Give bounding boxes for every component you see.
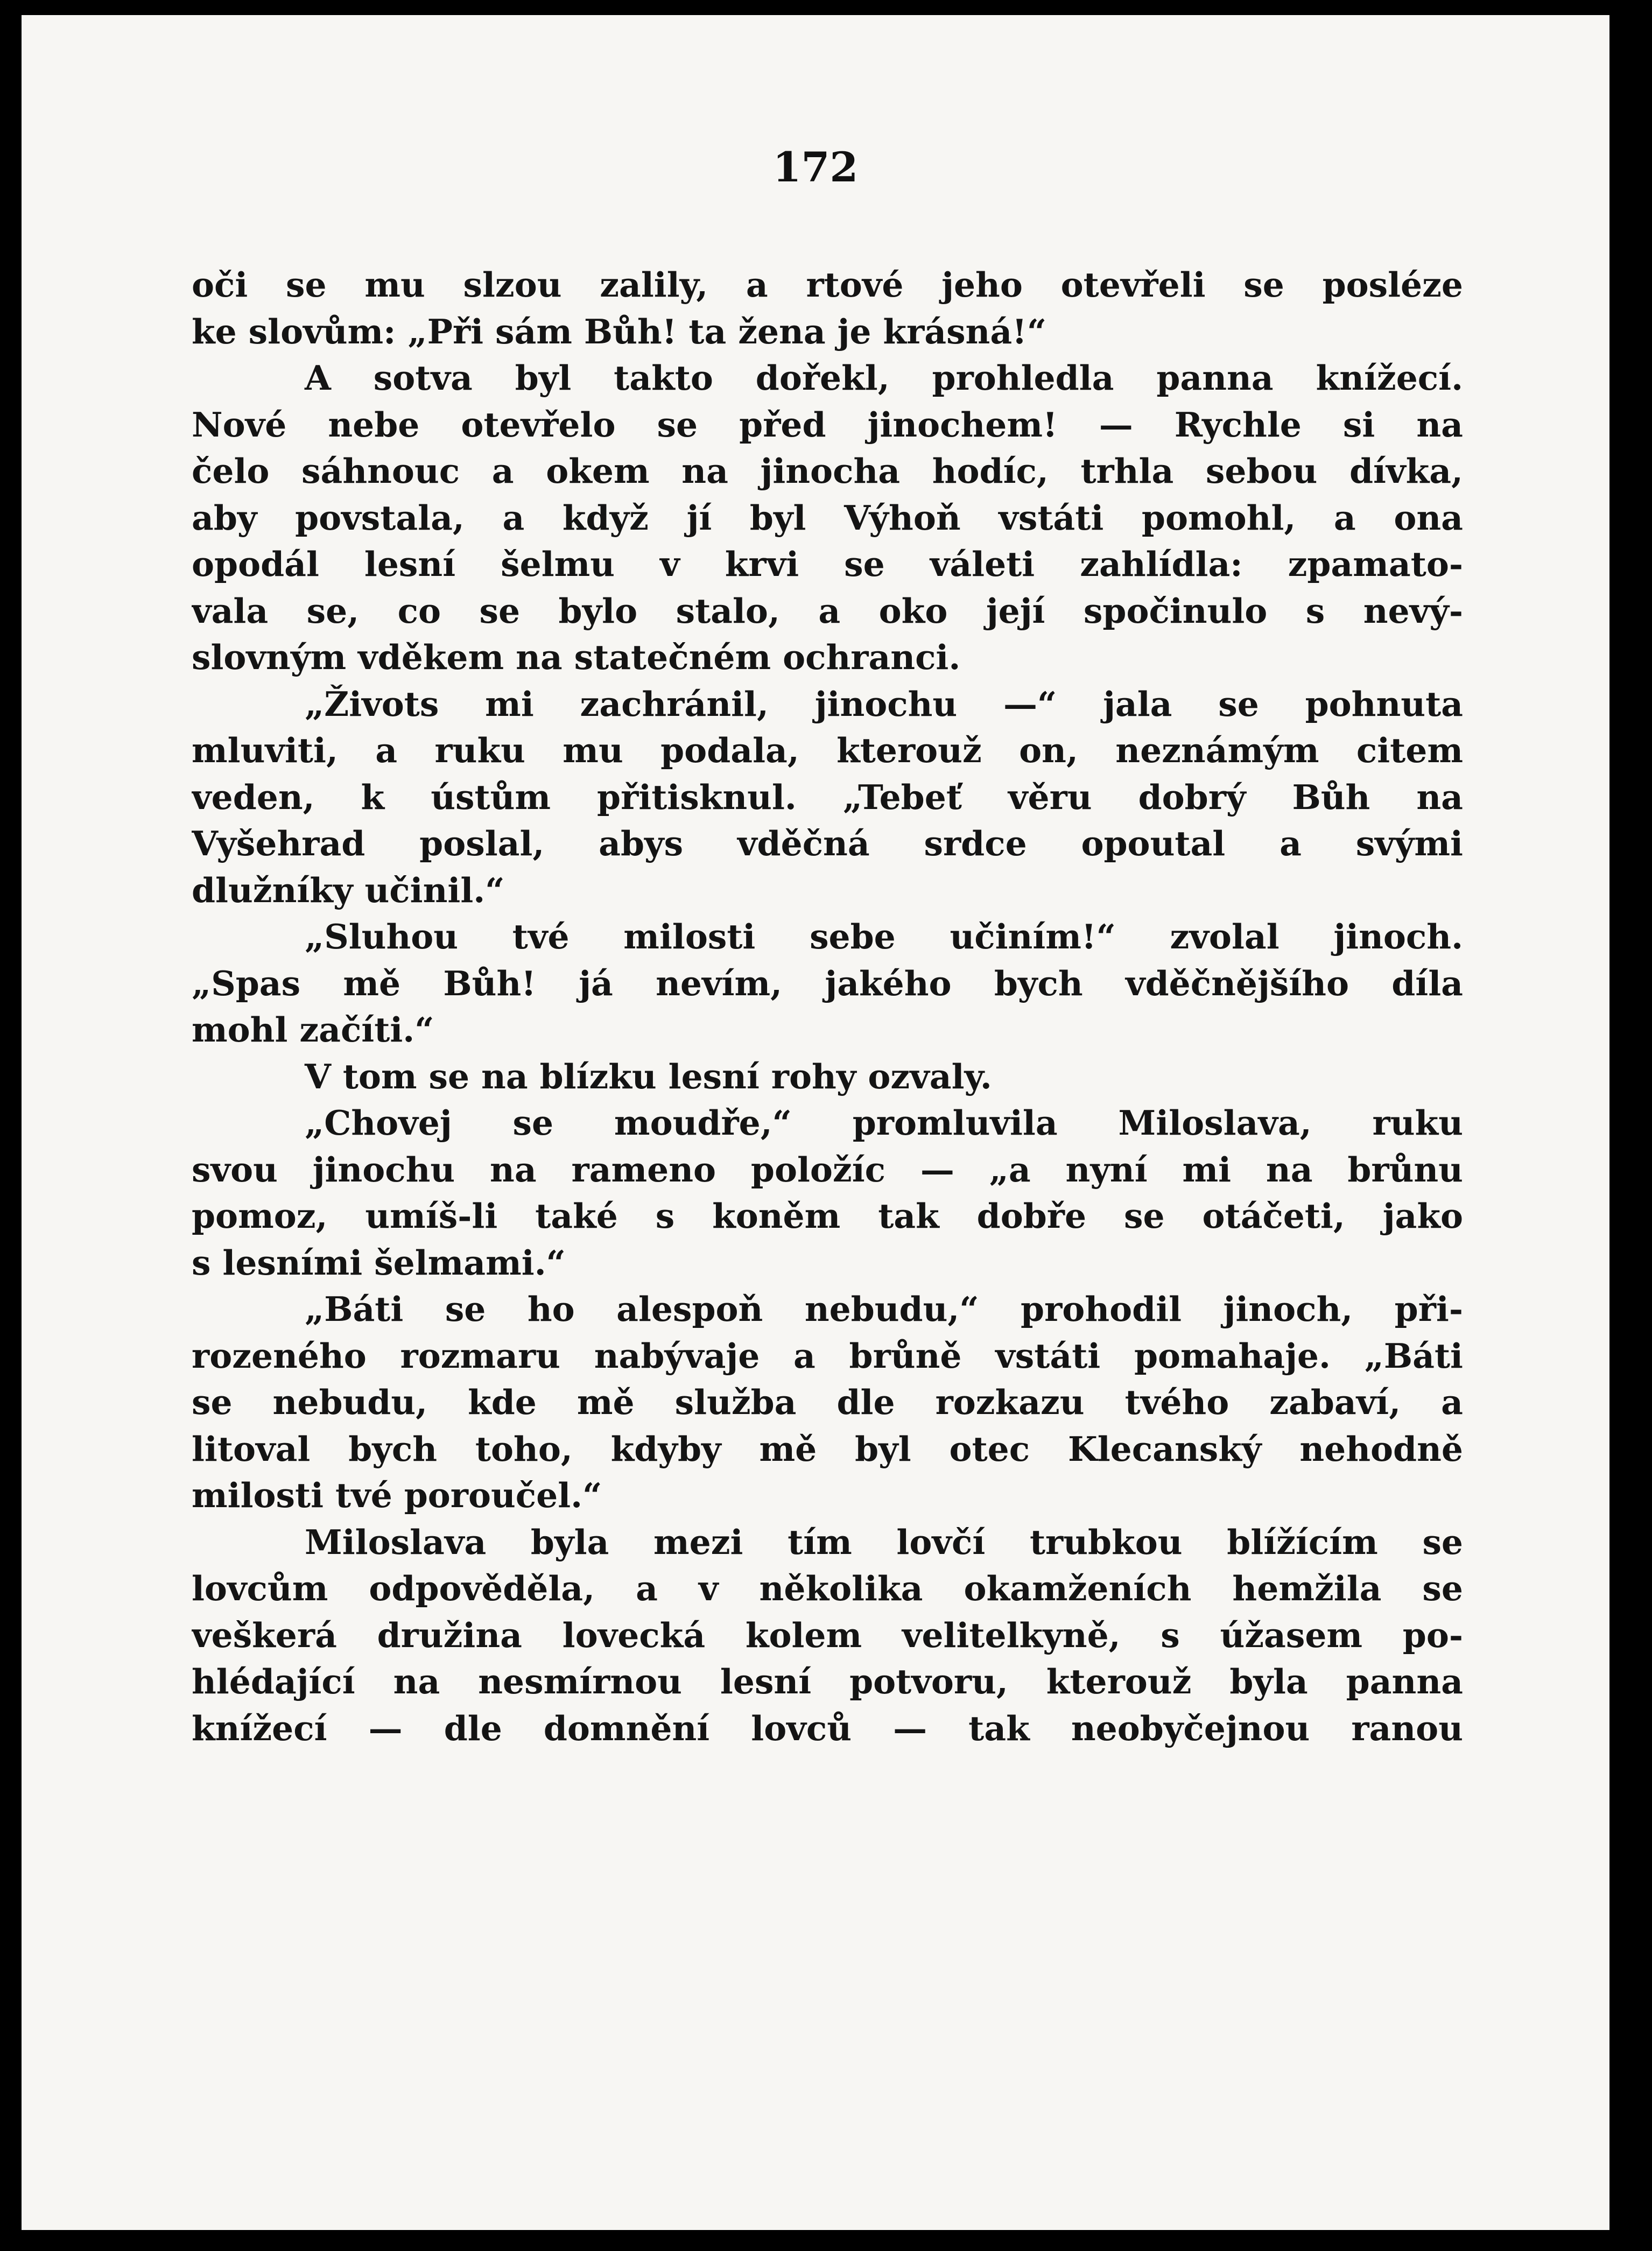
text-line: oči se mu slzou zalily, a rtové jeho otevřeli se posléze — [192, 265, 1463, 305]
text-line: opodál lesní šelmu v krvi se váleti zahlídla: zpamato- — [192, 544, 1463, 584]
text-line: rozeného rozmaru nabývaje a brůně vstáti pomahaje. „Báti — [192, 1335, 1463, 1376]
text-line: lovcům odpověděla, a v několika okamženích hemžila se — [192, 1568, 1463, 1608]
book-page — [22, 15, 1609, 2230]
text-line: veškerá družina lovecká kolem velitelkyně, s úžasem po- — [192, 1615, 1463, 1655]
text-line: litoval bych toho, kdyby mě byl otec Klecanský nehodně — [192, 1429, 1463, 1469]
page-number: 172 — [772, 143, 859, 191]
text-line: Nové nebe otevřelo se před jinochem! — Rychle si na — [192, 404, 1463, 445]
text-line: mohl začíti.“ — [192, 1010, 434, 1050]
text-line: ke slovům: „Při sám Bůh! ta žena je krásná!“ — [192, 311, 1047, 351]
text-line: V tom se na blízku lesní rohy ozvaly. — [305, 1056, 992, 1096]
text-line: vala se, co se bylo stalo, a oko její spočinulo s nevý- — [192, 590, 1463, 631]
text-line: se nebudu, kde mě služba dle rozkazu tvého zabaví, a — [192, 1382, 1463, 1422]
text-line: „Spas mě Bůh! já nevím, jakého bych vděčnějšího díla — [192, 963, 1463, 1003]
text-line: Vyšehrad poslal, abys vděčná srdce opoutal a svými — [192, 824, 1463, 863]
text-line: s lesními šelmami.“ — [192, 1242, 566, 1283]
text-line: „Báti se ho alespoň nebudu,“ prohodil jinoch, při- — [305, 1289, 1463, 1329]
text-line: svou jinochu na rameno položíc — „a nyní mi na brůnu — [192, 1149, 1463, 1190]
text-line: hlédající na nesmírnou lesní potvoru, kterouž byla panna — [192, 1662, 1463, 1701]
text-line: čelo sáhnouc a okem na jinocha hodíc, trhla sebou dívka, — [192, 451, 1463, 491]
text-line: pomoz, umíš-li také s koněm tak dobře se otáčeti, jako — [192, 1196, 1463, 1236]
text-line: aby povstala, a když jí byl Výhoň vstáti pomohl, a ona — [192, 497, 1463, 538]
text-line: milosti tvé poroučel.“ — [192, 1475, 602, 1515]
text-line: „Živots mi zachránil, jinochu —“ jala se pohnuta — [305, 684, 1463, 724]
text-line: Miloslava byla mezi tím lovčí trubkou blížícím se — [305, 1522, 1463, 1562]
text-line: „Sluhou tvé milosti sebe učiním!“ zvolal jinoch. — [305, 917, 1463, 956]
text-line: knížecí — dle domnění lovců — tak neobyčejnou ranou — [192, 1708, 1463, 1748]
page-text — [192, 262, 1463, 1751]
text-line: mluviti, a ruku mu podala, kterouž on, neznámým citem — [192, 730, 1463, 770]
text-line: dlužníky učinil.“ — [192, 870, 505, 910]
text-line: veden, k ústům přitisknul. „Tebeť věru dobrý Bůh na — [192, 777, 1463, 817]
text-line: „Chovej se moudře,“ promluvila Miloslava, ruku — [305, 1103, 1463, 1143]
text-line: slovným vděkem na statečném ochranci. — [192, 637, 961, 677]
text-line: A sotva byl takto dořekl, prohledla panna knížecí. — [305, 358, 1463, 398]
